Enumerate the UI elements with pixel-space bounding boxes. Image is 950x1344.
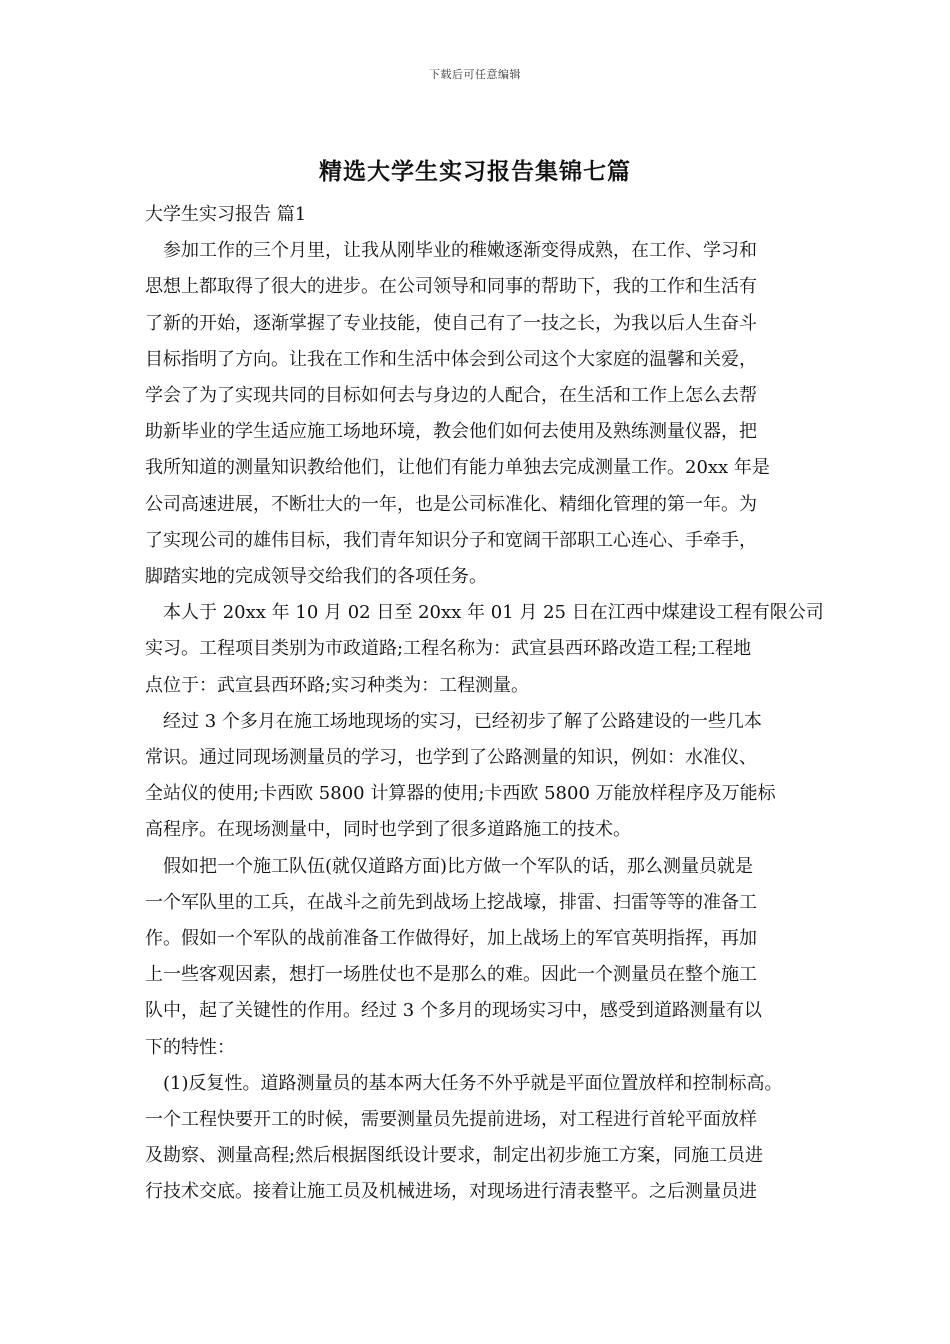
paragraph-line: 学会了为了实现共同的目标如何去与身边的人配合，在生活和工作上怎么去帮 bbox=[145, 385, 757, 407]
paragraph-line: 点位于：武宣县西环路;实习种类为：工程测量。 bbox=[145, 674, 530, 696]
paragraph-line: 常识。通过同现场测量员的学习，也学到了公路测量的知识，例如：水准仪、 bbox=[145, 747, 757, 769]
header-note: 下载后可任意编辑 bbox=[429, 68, 521, 81]
paragraph-line: 公司高速进展，不断壮大的一年，也是公司标准化、精细化管理的第一年。为 bbox=[145, 493, 757, 515]
paragraph-line: 上一些客观因素，想打一场胜仗也不是那么的难。因此一个测量员在整个施工 bbox=[145, 964, 757, 986]
paragraph bbox=[145, 1066, 813, 1211]
paragraph-line: 一个军队里的工兵，在战斗之前先到战场上挖战壕，排雷、扫雷等等的准备工 bbox=[145, 891, 757, 913]
paragraph-line: 全站仪的使用;卡西欧 5800 计算器的使用;卡西欧 5800 万能放样程序及万能标 bbox=[145, 783, 776, 805]
document-title: 精选大学生实习报告集锦七篇 bbox=[319, 158, 631, 185]
paragraph bbox=[145, 595, 824, 704]
paragraph-line: (1)反复性。道路测量员的基本两大任务不外乎就是平面位置放样和控制标高。 bbox=[163, 1072, 783, 1094]
paragraph-line: 实习。工程项目类别为市政道路;工程名称为：武宣县西环路改造工程;工程地 bbox=[145, 638, 752, 660]
paragraph-line: 思想上都取得了很大的进步。在公司领导和同事的帮助下，我的工作和生活有 bbox=[145, 276, 757, 298]
paragraphs bbox=[145, 233, 824, 1210]
paragraph-line: 一个工程快要开工的时候，需要测量员先提前进场，对工程进行首轮平面放样 bbox=[145, 1109, 757, 1131]
paragraph-line: 了新的开始，逐渐掌握了专业技能，使自己有了一技之长，为我以后人生奋斗 bbox=[145, 312, 757, 334]
paragraph bbox=[145, 849, 813, 1066]
document-body bbox=[145, 197, 824, 1211]
paragraph-line: 高程序。在现场测量中，同时也学到了很多道路施工的技术。 bbox=[145, 819, 631, 841]
paragraph-line: 了实现公司的雄伟目标，我们青年知识分子和宽阔干部职工心连心、手牵手， bbox=[145, 529, 757, 551]
paragraph bbox=[145, 704, 813, 849]
paragraph-line: 我所知道的测量知识教给他们，让他们有能力单独去完成测量工作。20xx 年是 bbox=[145, 457, 770, 479]
paragraph-line: 目标指明了方向。让我在工作和生活中体会到公司这个大家庭的温馨和关爱， bbox=[145, 348, 757, 370]
paragraph-line: 脚踏实地的完成领导交给我们的各项任务。 bbox=[145, 566, 487, 588]
paragraph-line: 假如把一个施工队伍(就仅道路方面)比方做一个军队的话，那么测量员就是 bbox=[163, 855, 754, 877]
paragraph-line: 下的特性： bbox=[145, 1036, 235, 1058]
paragraph bbox=[145, 233, 813, 595]
paragraph-line: 助新毕业的学生适应施工场地环境，教会他们如何去使用及熟练测量仪器，把 bbox=[145, 421, 757, 443]
section-heading: 大学生实习报告 篇1 bbox=[145, 204, 307, 225]
paragraph-line: 经过 3 个多月在施工场地现场的实习，已经初步了解了公路建设的一些几本 bbox=[163, 710, 762, 732]
paragraph-line: 参加工作的三个月里，让我从刚毕业的稚嫩逐渐变得成熟，在工作、学习和 bbox=[163, 240, 757, 262]
paragraph-line: 队中，起了关键性的作用。经过 3 个多月的现场实习中，感受到道路测量有以 bbox=[145, 1000, 762, 1022]
paragraph-line: 本人于 20xx 年 10 月 02 日至 20xx 年 01 月 25 日在江西中煤建设工程有限公司 bbox=[163, 602, 824, 624]
paragraph-line: 行技术交底。接着让施工员及机械进场，对现场进行清表整平。之后测量员进 bbox=[145, 1181, 757, 1203]
paragraph-line: 及勘察、测量高程;然后根据图纸设计要求，制定出初步施工方案，同施工员进 bbox=[145, 1145, 764, 1167]
paragraph-line: 作。假如一个军队的战前准备工作做得好，加上战场上的军官英明指挥，再加 bbox=[145, 928, 757, 950]
